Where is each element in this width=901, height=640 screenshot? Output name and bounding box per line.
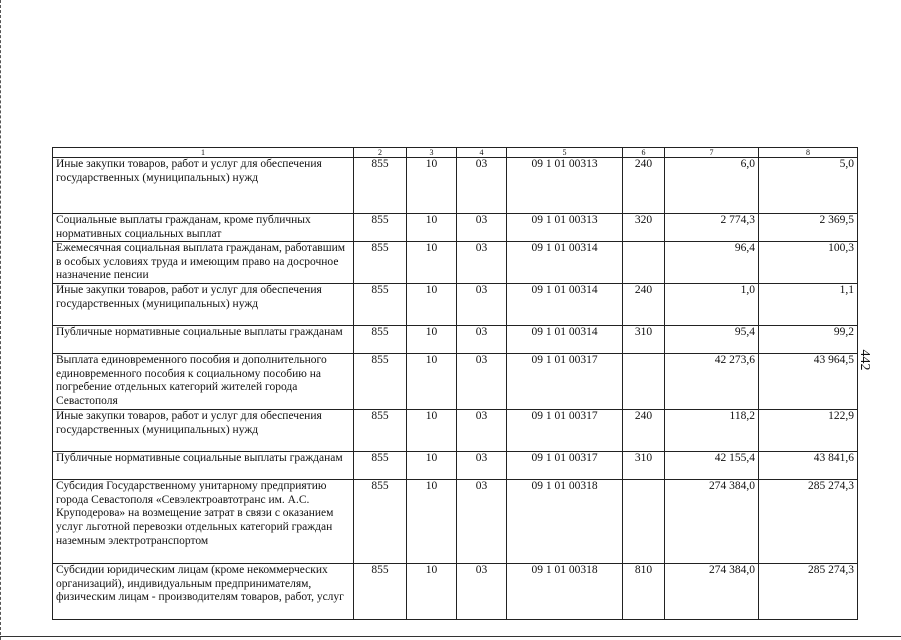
section-code: 10 [407,564,457,620]
subsection-code: 03 [457,326,507,354]
subsection-code: 03 [457,158,507,214]
amount-year-1: 95,4 [665,326,759,354]
amount-year-2: 2 369,5 [759,214,858,242]
section-code: 10 [407,158,457,214]
amount-year-1: 42 273,6 [665,354,759,410]
target-article-code: 09 1 01 00317 [507,452,623,480]
row-description: Иные закупки товаров, работ и услуг для обеспечения государственных (муниципальных) нужд [53,284,354,326]
amount-year-1: 274 384,0 [665,564,759,620]
column-number: 6 [623,148,665,158]
department-code: 855 [354,214,407,242]
expense-type-code: 240 [623,284,665,326]
amount-year-2: 43 841,6 [759,452,858,480]
row-description: Социальные выплаты гражданам, кроме публичных нормативных социальных выплат [53,214,354,242]
target-article-code: 09 1 01 00313 [507,158,623,214]
section-code: 10 [407,452,457,480]
row-description: Субсидия Государственному унитарному предприятию города Севастополя «Севэлектроавтотранс им. А.С. Круподерова» на возмещение затрат в связи с оказанием услуг льготной перевозки отдельных категорий граждан наземным электротранспортом [53,480,354,564]
row-description: Иные закупки товаров, работ и услуг для обеспечения государственных (муниципальных) нужд [53,410,354,452]
subsection-code: 03 [457,284,507,326]
subsection-code: 03 [457,564,507,620]
table-row [53,410,858,452]
column-number: 4 [457,148,507,158]
subsection-code: 03 [457,410,507,452]
subsection-code: 03 [457,354,507,410]
target-article-code: 09 1 01 00318 [507,480,623,564]
department-code: 855 [354,242,407,284]
expense-type-code: 310 [623,452,665,480]
amount-year-2: 1,1 [759,284,858,326]
column-number: 5 [507,148,623,158]
target-article-code: 09 1 01 00314 [507,284,623,326]
section-code: 10 [407,354,457,410]
scan-edge-left [0,0,3,640]
scan-edge-bottom [0,636,901,637]
amount-year-2: 122,9 [759,410,858,452]
target-article-code: 09 1 01 00317 [507,410,623,452]
table-row [53,158,858,214]
table-row [53,242,858,284]
amount-year-2: 100,3 [759,242,858,284]
amount-year-1: 1,0 [665,284,759,326]
column-number: 1 [53,148,354,158]
row-description: Субсидии юридическим лицам (кроме некоммерческих организаций), индивидуальным предпринимателям, физическим лицам - производителям товаров, работ, услуг [53,564,354,620]
department-code: 855 [354,284,407,326]
amount-year-1: 42 155,4 [665,452,759,480]
target-article-code: 09 1 01 00313 [507,214,623,242]
column-number-row [53,148,858,158]
expense-type-code [623,242,665,284]
amount-year-1: 6,0 [665,158,759,214]
department-code: 855 [354,326,407,354]
amount-year-2: 99,2 [759,326,858,354]
amount-year-1: 274 384,0 [665,480,759,564]
column-number: 2 [354,148,407,158]
column-number: 8 [759,148,858,158]
row-description: Иные закупки товаров, работ и услуг для обеспечения государственных (муниципальных) нужд [53,158,354,214]
target-article-code: 09 1 01 00314 [507,242,623,284]
table-row [53,452,858,480]
table-row [53,480,858,564]
section-code: 10 [407,284,457,326]
expense-type-code [623,354,665,410]
table-row [53,214,858,242]
target-article-code: 09 1 01 00314 [507,326,623,354]
amount-year-1: 96,4 [665,242,759,284]
column-number: 7 [665,148,759,158]
section-code: 10 [407,242,457,284]
department-code: 855 [354,158,407,214]
section-code: 10 [407,214,457,242]
amount-year-2: 43 964,5 [759,354,858,410]
subsection-code: 03 [457,214,507,242]
page-number: 442 [857,349,872,371]
section-code: 10 [407,326,457,354]
section-code: 10 [407,480,457,564]
expense-type-code: 240 [623,410,665,452]
target-article-code: 09 1 01 00317 [507,354,623,410]
expense-type-code [623,480,665,564]
row-description: Выплата единовременного пособия и дополнительного единовременного пособия к социальному пособию на погребение отдельных категорий жителей города Севастополя [53,354,354,410]
section-code: 10 [407,410,457,452]
expense-type-code: 810 [623,564,665,620]
table-row [53,354,858,410]
department-code: 855 [354,354,407,410]
row-description: Ежемесячная социальная выплата гражданам, работавшим в особых условиях труда и имеющим право на досрочное назначение пенсии [53,242,354,284]
row-description: Публичные нормативные социальные выплаты гражданам [53,452,354,480]
department-code: 855 [354,564,407,620]
subsection-code: 03 [457,242,507,284]
subsection-code: 03 [457,480,507,564]
table-row [53,326,858,354]
amount-year-1: 118,2 [665,410,759,452]
subsection-code: 03 [457,452,507,480]
table-row [53,284,858,326]
department-code: 855 [354,480,407,564]
table-body [53,148,858,620]
budget-table [52,147,858,620]
department-code: 855 [354,452,407,480]
expense-type-code: 320 [623,214,665,242]
row-description: Публичные нормативные социальные выплаты гражданам [53,326,354,354]
column-number: 3 [407,148,457,158]
table-row [53,564,858,620]
expense-type-code: 310 [623,326,665,354]
amount-year-2: 285 274,3 [759,480,858,564]
target-article-code: 09 1 01 00318 [507,564,623,620]
expense-type-code: 240 [623,158,665,214]
amount-year-2: 5,0 [759,158,858,214]
amount-year-1: 2 774,3 [665,214,759,242]
department-code: 855 [354,410,407,452]
amount-year-2: 285 274,3 [759,564,858,620]
